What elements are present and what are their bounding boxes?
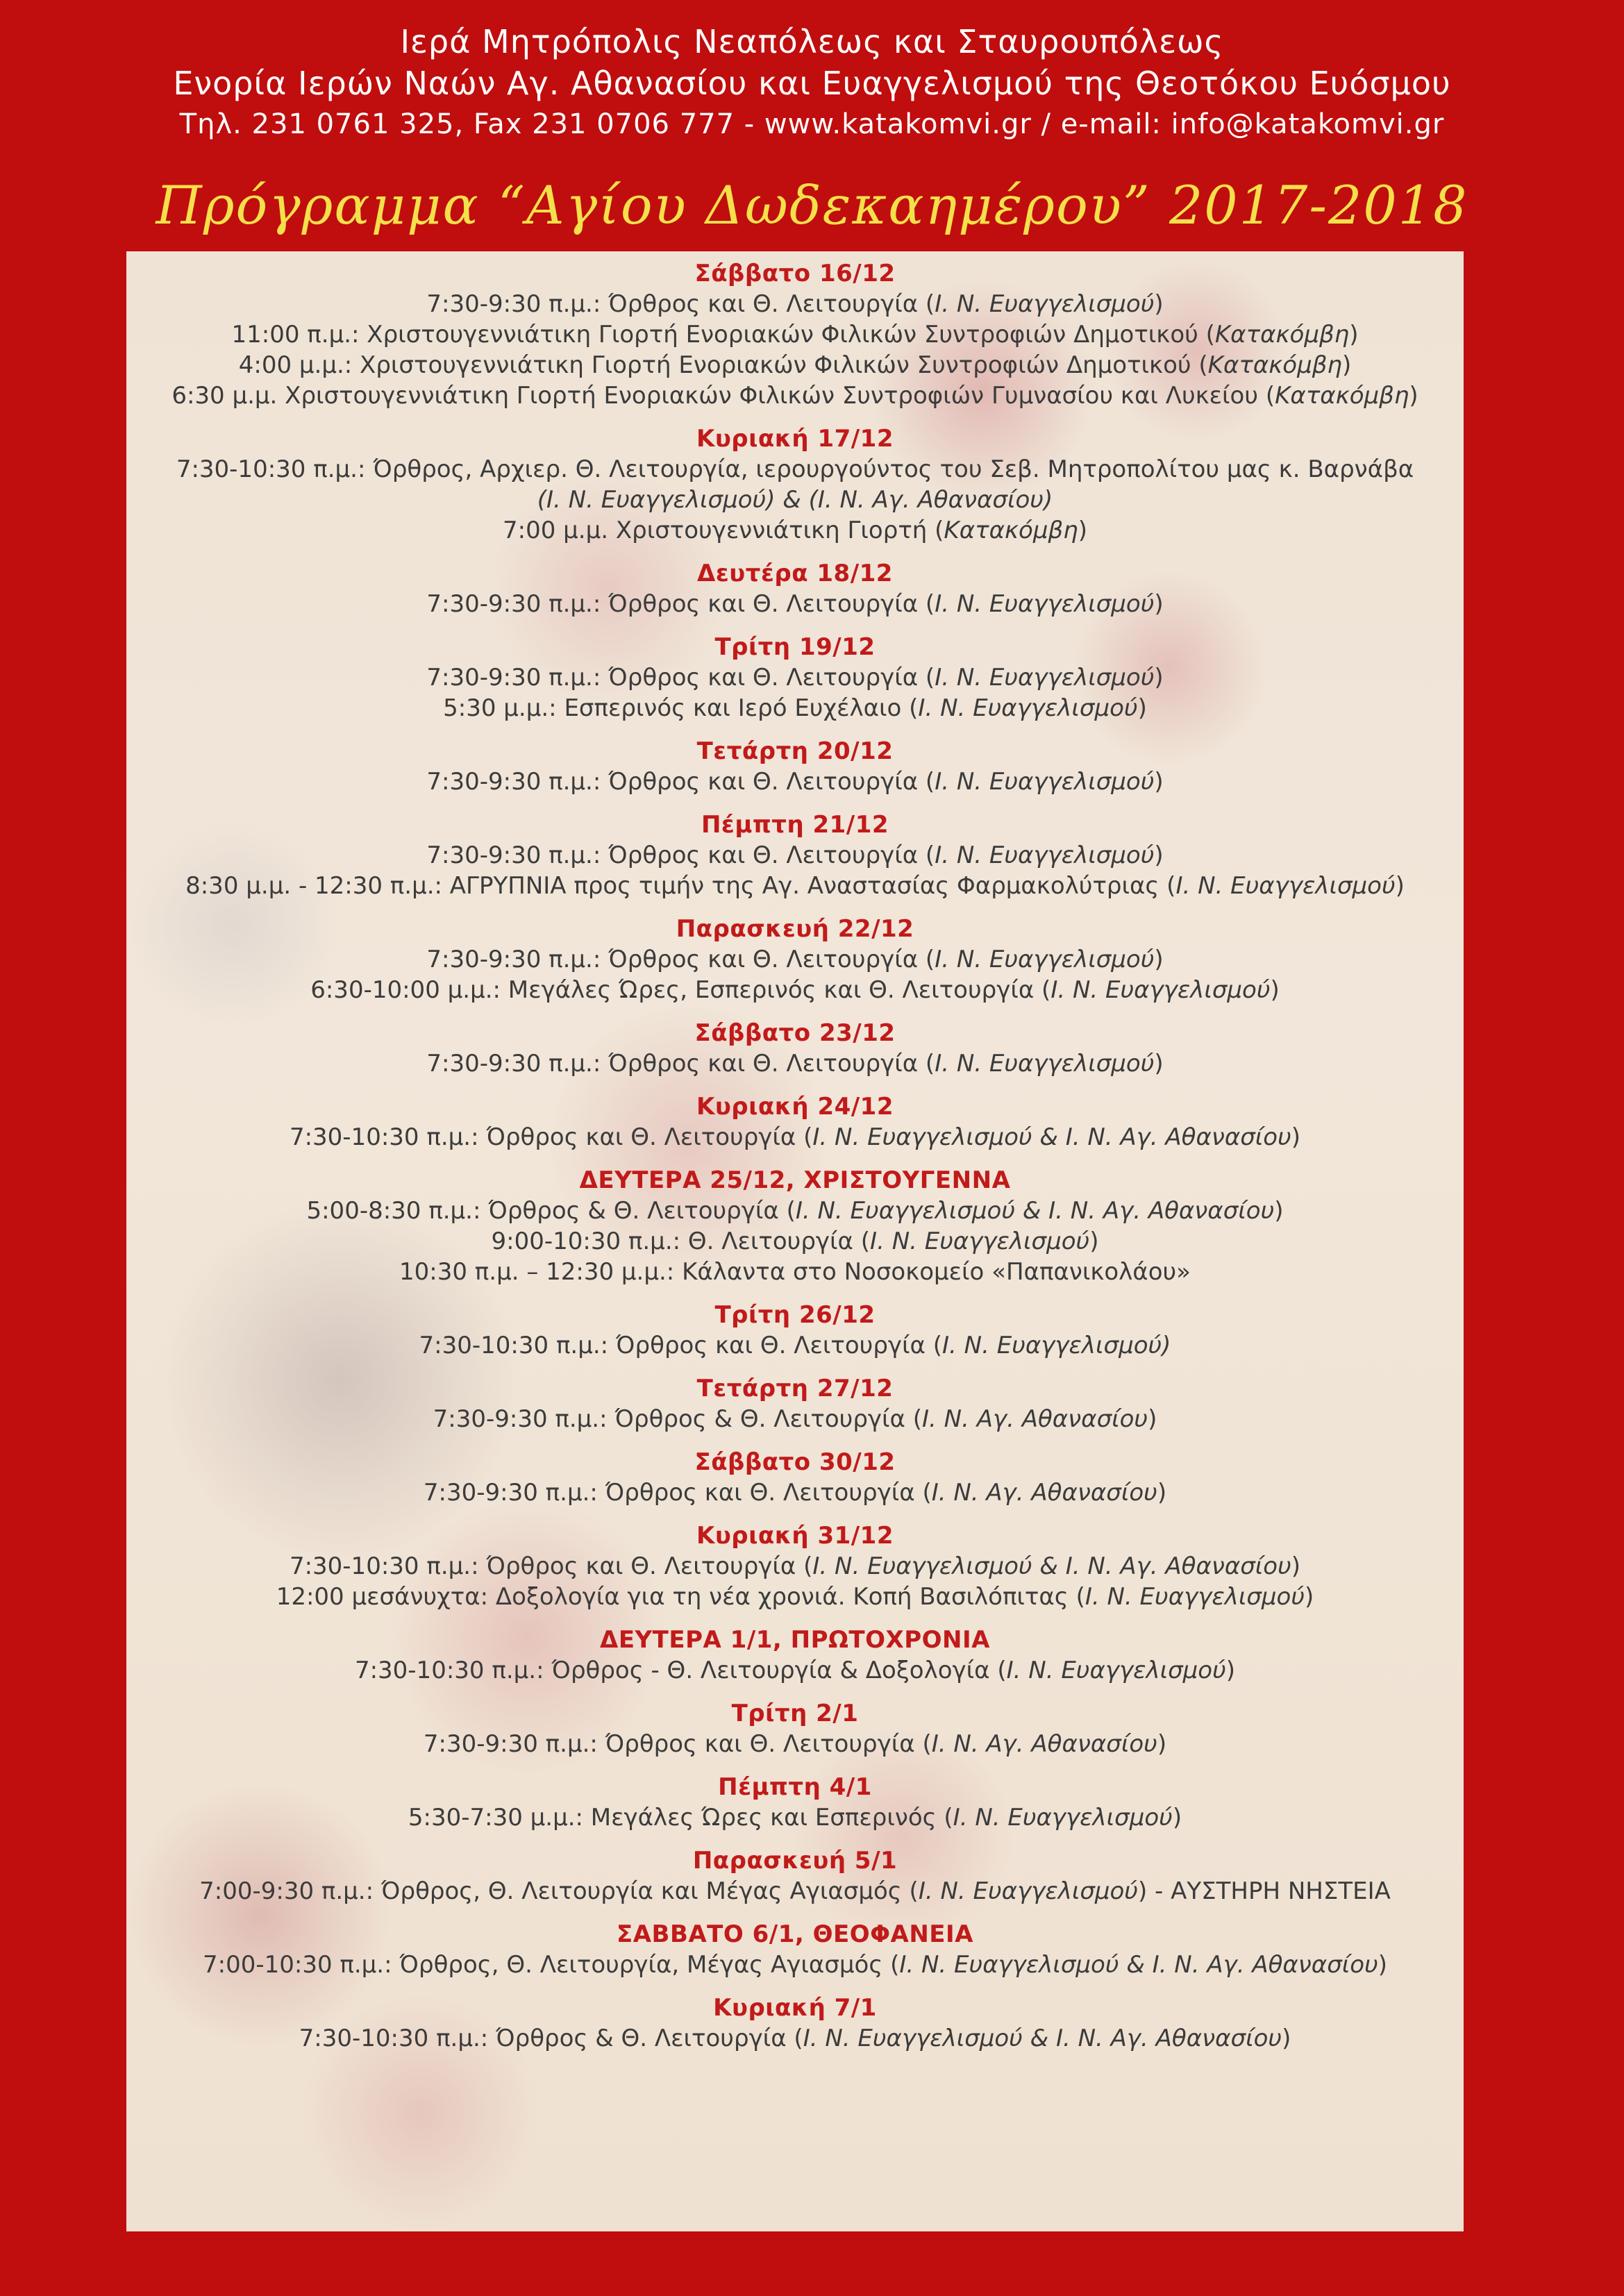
entry-text: )	[1154, 290, 1164, 318]
entry-text: 7:30-9:30 π.μ.: Όρθρος και Θ. Λειτουργία (	[426, 590, 935, 618]
schedule-entry	[126, 871, 1464, 901]
schedule-entry	[126, 1257, 1464, 1287]
day-title: Κυριακή 17/12	[696, 425, 894, 453]
schedule-entry	[126, 319, 1464, 350]
day-title: ΔΕΥΤΕΡΑ 1/1, ΠΡΩΤΟΧΡΟΝΙΑ	[600, 1626, 990, 1654]
day-title: Τετάρτη 27/12	[696, 1375, 894, 1402]
schedule-entry	[126, 380, 1464, 411]
church-name: Ι. Ν. Ευαγγελισμού	[870, 1227, 1090, 1255]
day-title: ΣΑΒΒΑΤΟ 6/1, ΘΕΟΦΑΝΕΙΑ	[617, 1920, 973, 1948]
schedule-entry	[126, 693, 1464, 723]
church-name: Ι. Ν. Ευαγγελισμού & Ι. Ν. Αγ. Αθανασίου	[812, 1552, 1291, 1580]
day-block	[126, 1698, 1464, 1759]
church-name: Κατακόμβη	[1207, 351, 1342, 379]
entry-text: )	[1270, 976, 1280, 1004]
metropolis-name: Ιερά Μητρόπολις Νεαπόλεως και Σταυρουπόλεως	[400, 23, 1224, 60]
schedule-entry	[126, 1122, 1464, 1153]
entry-text: 5:00-8:30 π.μ.: Όρθρος & Θ. Λειτουργία (	[306, 1197, 796, 1225]
day-block	[126, 1919, 1464, 1980]
schedule-entry	[126, 1582, 1464, 1612]
entry-text: 7:30-9:30 π.μ.: Όρθρος και Θ. Λειτουργία (	[426, 946, 935, 973]
entry-text: 7:30-10:30 π.μ.: Όρθρος και Θ. Λειτουργία (	[289, 1123, 813, 1151]
entry-text: )	[1154, 1050, 1164, 1078]
day-block	[126, 810, 1464, 901]
church-name: Ι. Ν. Ευαγγελισμού	[935, 590, 1155, 618]
entry-text: 5:30-7:30 μ.μ.: Μεγάλες Ώρες και Εσπερινός (	[408, 1804, 953, 1832]
entry-text: )	[1078, 517, 1087, 544]
header	[0, 21, 1624, 144]
church-name: Ι. Ν. Ευαγγελισμού	[935, 946, 1155, 973]
schedule-entry	[126, 289, 1464, 319]
day-title: Σάββατο 30/12	[694, 1448, 896, 1476]
schedule-entry	[126, 1802, 1464, 1833]
day-title: Δευτέρα 18/12	[697, 560, 893, 587]
church-name: Ι. Ν. Αγ. Αθανασίου	[931, 1479, 1157, 1507]
entry-text: 8:30 μ.μ. - 12:30 π.μ.: ΑΓΡΥΠΝΙΑ προς τιμήν της Αγ. Αναστασίας Φαρμακολύτριας (	[185, 872, 1176, 900]
entry-text: )	[1349, 321, 1359, 349]
day-block	[126, 424, 1464, 546]
day-block	[126, 1447, 1464, 1508]
schedule-panel	[126, 251, 1464, 2231]
day-block	[126, 1772, 1464, 1833]
day-title: Παρασκευή 5/1	[692, 1847, 898, 1875]
day-block	[126, 1091, 1464, 1153]
entry-text: 12:00 μεσάνυχτα: Δοξολογία για τη νέα χρονιά. Κοπή Βασιλόπιτας (	[276, 1583, 1085, 1611]
entry-text: )	[1409, 382, 1418, 410]
entry-text: )	[1154, 946, 1164, 973]
entry-text: 7:30-10:30 π.μ.: Όρθρος και Θ. Λειτουργία (	[289, 1552, 813, 1580]
entry-text: )	[1157, 1479, 1167, 1507]
entry-text: 7:30-9:30 π.μ.: Όρθρος και Θ. Λειτουργία (	[426, 664, 935, 692]
entry-text: 5:30 μ.μ.: Εσπερινός και Ιερό Ευχέλαιο (	[443, 694, 919, 722]
entry-text: )	[1291, 1552, 1301, 1580]
church-name: Ι. Ν. Ευαγγελισμού	[953, 1804, 1173, 1832]
church-name: Ι. Ν. Ευαγγελισμού	[1050, 976, 1271, 1004]
schedule-entry	[126, 350, 1464, 380]
day-block	[126, 1018, 1464, 1079]
entry-text: 7:30-9:30 π.μ.: Όρθρος & Θ. Λειτουργία (	[433, 1405, 923, 1433]
church-name: Ι. Ν. Ευαγγελισμού	[1175, 872, 1396, 900]
day-block	[126, 1845, 1464, 1907]
church-name: Ι. Ν. Ευαγγελισμού & Ι. Ν. Αγ. Αθανασίου	[795, 1197, 1275, 1225]
entry-text: )	[1154, 664, 1164, 692]
entry-text: )	[1148, 1405, 1157, 1433]
entry-text: )	[1378, 1951, 1388, 1979]
schedule-entry	[126, 1729, 1464, 1759]
church-name: Ι. Ν. Ευαγγελισμού & Ι. Ν. Αγ. Αθανασίου	[812, 1123, 1291, 1151]
entry-text: 7:30-9:30 π.μ.: Όρθρος και Θ. Λειτουργία (	[426, 768, 935, 796]
day-block	[126, 258, 1464, 411]
church-name: Κατακόμβη	[944, 517, 1078, 544]
entry-text: )	[1341, 351, 1352, 379]
schedule-entry	[126, 454, 1464, 485]
church-name: Ι. Ν. Ευαγγελισμού	[918, 1877, 1138, 1905]
schedule-entry	[126, 1330, 1464, 1361]
entry-text: 7:30-9:30 π.μ.: Όρθρος και Θ. Λειτουργία (	[423, 1479, 932, 1507]
church-name: Ι. Ν. Ευαγγελισμού & Ι. Ν. Αγ. Αθανασίου	[803, 2025, 1282, 2052]
schedule-entry	[126, 2023, 1464, 2054]
schedule-entry	[126, 662, 1464, 693]
church-name: Κατακόμβη	[1275, 382, 1409, 410]
day-title: Τρίτη 2/1	[731, 1700, 859, 1727]
schedule-entry	[126, 840, 1464, 871]
day-title: Κυριακή 24/12	[696, 1093, 894, 1121]
day-title: Τετάρτη 20/12	[696, 737, 894, 765]
day-block	[126, 1165, 1464, 1287]
entry-text: 10:30 π.μ. – 12:30 μ.μ.: Κάλαντα στο Νοσοκομείο «Παπανικολάου»	[399, 1258, 1191, 1286]
schedule-entry	[126, 515, 1464, 546]
day-block	[126, 914, 1464, 1005]
church-name: Ι. Ν. Ευαγγελισμού	[1085, 1583, 1305, 1611]
church-name: Ι. Ν. Ευαγγελισμού	[935, 768, 1155, 796]
day-block	[126, 1373, 1464, 1434]
church-name: Ι. Ν. Ευαγγελισμού	[935, 290, 1155, 318]
schedule-entry	[126, 1655, 1464, 1686]
church-name: Ι. Ν. Ευαγγελισμού & Ι. Ν. Αγ. Αθανασίου	[899, 1951, 1378, 1979]
day-title: Κυριακή 7/1	[713, 1994, 877, 2022]
day-title: Τρίτη 26/12	[714, 1301, 876, 1329]
entry-text: 7:30-9:30 π.μ.: Όρθρος και Θ. Λειτουργία (	[426, 290, 935, 318]
day-block	[126, 1625, 1464, 1686]
entry-text: 7:00 μ.μ. Χριστουγεννιάτικη Γιορτή (	[503, 517, 944, 544]
schedule-entry	[126, 1196, 1464, 1226]
entry-text: )	[1395, 872, 1405, 900]
contact-info: Τηλ. 231 0761 325, Fax 231 0706 777 - www.katakomvi.gr / e-mail: info@katakomvi.gr	[179, 108, 1445, 140]
entry-text: 11:00 π.μ.: Χριστουγεννιάτικη Γιορτή Ενοριακών Φιλικών Συντροφιών Δημοτικού (	[231, 321, 1215, 349]
parish-name: Ενορία Ιερών Ναών Αγ. Αθανασίου και Ευαγγελισμού της Θεοτόκου Ευόσμου	[173, 65, 1451, 102]
entry-text: )	[1157, 1730, 1167, 1758]
entry-text: )	[1137, 694, 1147, 722]
church-name: Ι. Ν. Ευαγγελισμού	[918, 694, 1138, 722]
church-name: Κατακόμβη	[1214, 321, 1350, 349]
program-title: Πρόγραμμα “Αγίου Δωδεκαημέρου” 2017-2018	[156, 174, 1468, 236]
schedule-entry	[126, 1477, 1464, 1508]
schedule-entry	[126, 485, 1464, 515]
entry-text: 6:30-10:00 μ.μ.: Μεγάλες Ώρες, Εσπερινός και Θ. Λειτουργία (	[310, 976, 1051, 1004]
day-block	[126, 736, 1464, 797]
day-title: ΔΕΥΤΕΡΑ 25/12, ΧΡΙΣΤΟΥΓΕΝΝΑ	[579, 1166, 1011, 1194]
entry-text: )	[1305, 1583, 1314, 1611]
schedule-entry	[126, 589, 1464, 619]
entry-text: ) - ΑΥΣΤΗΡΗ ΝΗΣΤΕΙΑ	[1137, 1877, 1391, 1905]
day-title: Κυριακή 31/12	[696, 1522, 894, 1550]
church-name: Ι. Ν. Αγ. Αθανασίου	[922, 1405, 1148, 1433]
day-block	[126, 558, 1464, 619]
day-block	[126, 1993, 1464, 2054]
church-name: Ι. Ν. Ευαγγελισμού	[935, 841, 1155, 869]
day-title: Πέμπτη 21/12	[701, 811, 889, 839]
entry-text: 7:00-9:30 π.μ.: Όρθρος, Θ. Λειτουργία και Μέγας Αγιασμός (	[199, 1877, 919, 1905]
schedule-entry	[126, 1950, 1464, 1980]
day-block	[126, 1300, 1464, 1361]
schedule-entry	[126, 766, 1464, 797]
schedule-entry	[126, 975, 1464, 1005]
schedule-entry	[126, 1404, 1464, 1434]
church-name: Ι. Ν. Ευαγγελισμού)	[942, 1332, 1171, 1359]
day-title: Παρασκευή 22/12	[676, 915, 914, 943]
schedule-entry	[126, 1551, 1464, 1582]
entry-text: 7:30-9:30 π.μ.: Όρθρος και Θ. Λειτουργία (	[423, 1730, 932, 1758]
schedule-entry	[126, 1048, 1464, 1079]
entry-text: 9:00-10:30 π.μ.: Θ. Λειτουργία (	[491, 1227, 871, 1255]
entry-text: )	[1274, 1197, 1284, 1225]
day-block	[126, 632, 1464, 723]
church-name: Ι. Ν. Ευαγγελισμού	[935, 664, 1155, 692]
entry-text: )	[1154, 768, 1164, 796]
entry-text: 7:00-10:30 π.μ.: Όρθρος, Θ. Λειτουργία, Μέγας Αγιασμός (	[202, 1951, 900, 1979]
church-name: Ι. Ν. Αγ. Αθανασίου	[931, 1730, 1157, 1758]
entry-text: )	[1089, 1227, 1099, 1255]
schedule-entry	[126, 1876, 1464, 1907]
schedule-entry	[126, 1226, 1464, 1257]
entry-text: 7:30-9:30 π.μ.: Όρθρος και Θ. Λειτουργία (	[426, 1050, 935, 1078]
church-name: Ι. Ν. Ευαγγελισμού	[935, 1050, 1155, 1078]
entry-text: )	[1154, 841, 1164, 869]
entry-text: 7:30-10:30 π.μ.: Όρθρος - Θ. Λειτουργία & Δοξολογία (	[354, 1657, 1007, 1684]
schedule-entry	[126, 944, 1464, 975]
entry-text: 7:30-10:30 π.μ.: Όρθρος & Θ. Λειτουργία (	[299, 2025, 803, 2052]
day-title: Τρίτη 19/12	[714, 633, 876, 661]
entry-text: 4:00 μ.μ.: Χριστουγεννιάτικη Γιορτή Ενοριακών Φιλικών Συντροφιών Δημοτικού (	[238, 351, 1208, 379]
entry-text: )	[1172, 1804, 1182, 1832]
day-block	[126, 1520, 1464, 1612]
entry-text: )	[1282, 2025, 1291, 2052]
entry-text: )	[1154, 590, 1164, 618]
day-title: Πέμπτη 4/1	[718, 1773, 872, 1801]
entry-text: )	[1291, 1123, 1301, 1151]
entry-text: 6:30 μ.μ. Χριστουγεννιάτικη Γιορτή Ενοριακών Φιλικών Συντροφιών Γυμνασίου και Λυκείου (	[171, 382, 1275, 410]
day-title: Σάββατο 23/12	[694, 1019, 896, 1047]
entry-text: 7:30-10:30 π.μ.: Όρθρος και Θ. Λειτουργία (	[419, 1332, 943, 1359]
church-name: Ι. Ν. Ευαγγελισμού	[1006, 1657, 1226, 1684]
entry-text: 7:30-9:30 π.μ.: Όρθρος και Θ. Λειτουργία (	[426, 841, 935, 869]
entry-text: )	[1225, 1657, 1236, 1684]
church-name: (Ι. Ν. Ευαγγελισμού) & (Ι. Ν. Αγ. Αθανασίου)	[537, 486, 1053, 514]
entry-text: 7:30-10:30 π.μ.: Όρθρος, Αρχιερ. Θ. Λειτουργία, ιερουργούντος του Σεβ. Μητροπολίτου μας κ. Βαρνάβα	[176, 455, 1414, 483]
day-title: Σάββατο 16/12	[694, 260, 896, 287]
